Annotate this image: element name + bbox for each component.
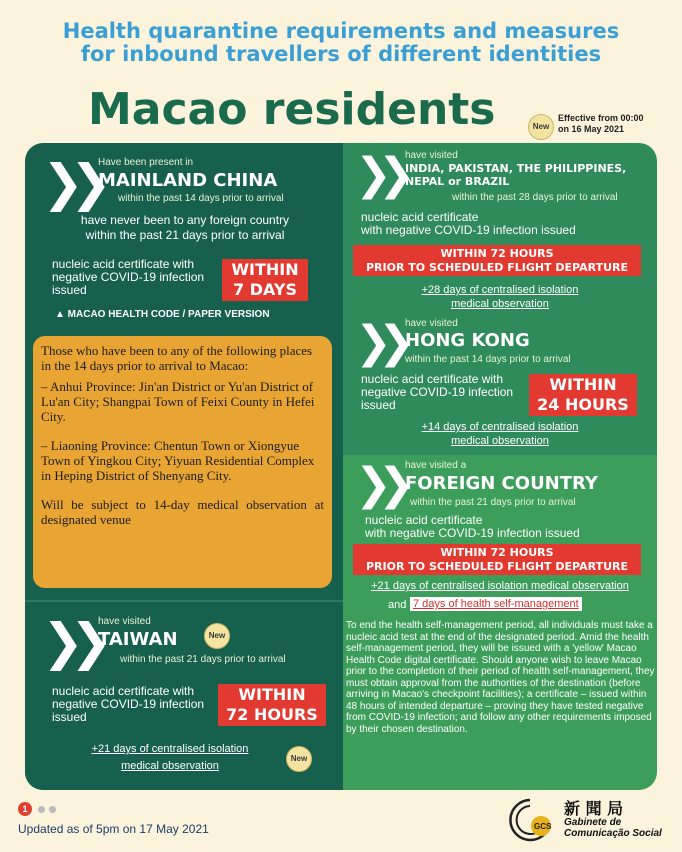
taiwan-within-line-2: 72 HOURS — [226, 705, 318, 724]
india-cert-line-2: with negative COVID-19 infection issued — [361, 223, 576, 237]
foreign-within-badge — [353, 544, 641, 575]
hongkong-pre: have visited — [405, 318, 458, 329]
gcs-logo-mark-icon — [508, 796, 558, 844]
taiwan-obs-line-1: +21 days of centralised isolation — [91, 743, 249, 755]
page-indicator-dot[interactable] — [49, 806, 56, 813]
gcs-logo-pt-line-1: Gabinete de — [564, 817, 622, 828]
foreign-observation: +21 days of centralised isolation medical observation — [371, 580, 629, 592]
india-pre: have visited — [405, 150, 458, 161]
hongkong-observation — [343, 420, 657, 448]
india-name-line-1: INDIA, PAKISTAN, THE PHILIPPINES, — [405, 162, 627, 175]
india-name-line-2: NEPAL or BRAZIL — [405, 175, 510, 188]
mainland-within-line-2: 7 DAYS — [233, 280, 297, 299]
heading-line-2: for inbound travellers of different identities — [80, 42, 602, 66]
hongkong-cert: nucleic acid certificate with negative COVID-19 infection issued — [361, 372, 514, 412]
india-within-line-2: PRIOR TO SCHEDULED FLIGHT DEPARTURE — [365, 261, 628, 274]
india-cert-line-1: nucleic acid certificate — [361, 210, 479, 224]
foreign-cert-line-1: nucleic acid certificate — [365, 513, 483, 527]
chevron-icon: ❯❯ — [355, 149, 401, 200]
self-management-highlight: 7 days of health self-management — [410, 597, 582, 611]
india-within-line-1: WITHIN 72 HOURS — [440, 247, 554, 260]
india-obs-line-1: +28 days of centralised isolation — [421, 284, 579, 296]
mainland-within-badge — [222, 259, 308, 301]
heading-line-1: Health quarantine requirements and measures — [62, 19, 620, 43]
new-badge: New — [286, 746, 312, 772]
hongkong-obs-line-2: medical observation — [451, 435, 549, 447]
mainland-cert: nucleic acid certificate with negative COVID-19 infection issued — [52, 257, 205, 297]
taiwan-observation — [50, 741, 290, 775]
page-indicator-active[interactable]: 1 — [18, 802, 32, 816]
health-code-note: ▲ MACAO HEALTH CODE / PAPER VERSION — [55, 309, 270, 320]
mainland-note — [40, 214, 330, 242]
special-outro: Will be subject to 14-day medical observation at designated venue — [41, 497, 324, 527]
foreign-cert-line-2: with negative COVID-19 infection issued — [365, 526, 580, 540]
gcs-logo-letters: GCS — [534, 822, 552, 831]
special-areas-box — [33, 336, 332, 588]
hongkong-within-badge — [529, 374, 637, 416]
gcs-logo-chinese: 新 聞 局 — [564, 799, 624, 818]
india-period: within the past 28 days prior to arrival — [452, 192, 618, 203]
taiwan-obs-line-2: medical observation — [121, 760, 219, 772]
new-badge: New — [528, 114, 554, 140]
hongkong-name: HONG KONG — [405, 330, 530, 351]
taiwan-within-line-1: WITHIN — [238, 685, 306, 704]
india-obs-line-2: medical observation — [451, 298, 549, 310]
hongkong-obs-line-1: +14 days of centralised isolation — [421, 421, 579, 433]
foreign-within-line-1: WITHIN 72 HOURS — [440, 546, 554, 559]
taiwan-period: within the past 21 days prior to arrival — [120, 654, 286, 665]
foreign-period: within the past 21 days prior to arrival — [410, 497, 576, 508]
mainland-pre: Have been present in — [98, 157, 194, 168]
chevron-icon: ❯❯ — [355, 317, 401, 368]
special-intro: Those who have been to any of the following places in the 14 days prior to arrival to Macao: — [41, 343, 313, 373]
chevron-icon: ❯❯ — [355, 459, 401, 510]
taiwan-cert: nucleic acid certificate with negative COVID-19 infection issued — [52, 684, 205, 724]
hongkong-period: within the past 14 days prior to arrival — [405, 354, 571, 365]
updated-timestamp: Updated as of 5pm on 17 May 2021 — [18, 822, 209, 836]
chevron-icon: ❯❯ — [42, 613, 98, 671]
gcs-logo-portuguese — [564, 817, 662, 839]
india-cert — [361, 211, 576, 237]
new-badge: New — [204, 623, 230, 649]
taiwan-name: TAIWAN — [98, 629, 178, 650]
foreign-pre: have visited a — [405, 460, 467, 471]
taiwan-within-badge — [218, 684, 326, 726]
foreign-within-line-2: PRIOR TO SCHEDULED FLIGHT DEPARTURE — [365, 560, 628, 573]
foreign-cert — [365, 514, 580, 540]
foreign-and: and — [388, 599, 407, 611]
mainland-name: MAINLAND CHINA — [98, 170, 278, 191]
gcs-logo-pt-line-2: Comunicação Social — [564, 828, 662, 839]
chevron-icon: ❯❯ — [42, 154, 98, 212]
hongkong-within-line-1: WITHIN — [549, 375, 617, 394]
mainland-period: within the past 14 days prior to arrival — [118, 193, 284, 204]
taiwan-pre: have visited — [98, 616, 151, 627]
india-within-badge — [353, 245, 641, 276]
special-item-anhui: – Anhui Province: Jin'an District or Yu'an District of Lu'an City; Shangpai Town of Feixi County in Hefei City. — [41, 379, 315, 424]
hongkong-within-line-2: 24 HOURS — [537, 395, 629, 414]
page-title: Macao residents — [88, 84, 496, 135]
mainland-note-line-2: within the past 21 days prior to arrival — [85, 228, 285, 242]
gcs-logo — [508, 796, 670, 844]
effective-line-1: Effective from 00:00 — [558, 113, 644, 123]
self-management-paragraph: To end the health self-management period, all individuals must take a nucleic acid test at the end of the designated period. Amid the health self-management period, they will be issued with a 'yellow' Macao Health Code digital certificate. Should anyone wish to leave Macao prior to the completion of their period of health self-management, they must obtain approval from the authorities of the destination (before arriving in Macao's checkpoint facilities); a certificate – issued within 48 hours of intended departure – proving they have tested negative from COVID-19 infection; and follow any other requirements imposed by their chosen destination. — [346, 620, 655, 735]
effective-date — [558, 113, 644, 135]
mainland-within-line-1: WITHIN — [231, 260, 299, 279]
effective-line-2: on 16 May 2021 — [558, 124, 625, 134]
india-observation — [343, 283, 657, 311]
special-item-liaoning: – Liaoning Province: Chentun Town or Xiongyue Town of Yingkou City; Yiyuan Residential Complex in Heping District of Shenyang City. — [41, 438, 315, 483]
india-name — [405, 162, 626, 188]
page-indicator-dot[interactable] — [38, 806, 45, 813]
foreign-name: FOREIGN COUNTRY — [405, 473, 598, 494]
mainland-note-line-1: have never been to any foreign country — [80, 213, 290, 227]
